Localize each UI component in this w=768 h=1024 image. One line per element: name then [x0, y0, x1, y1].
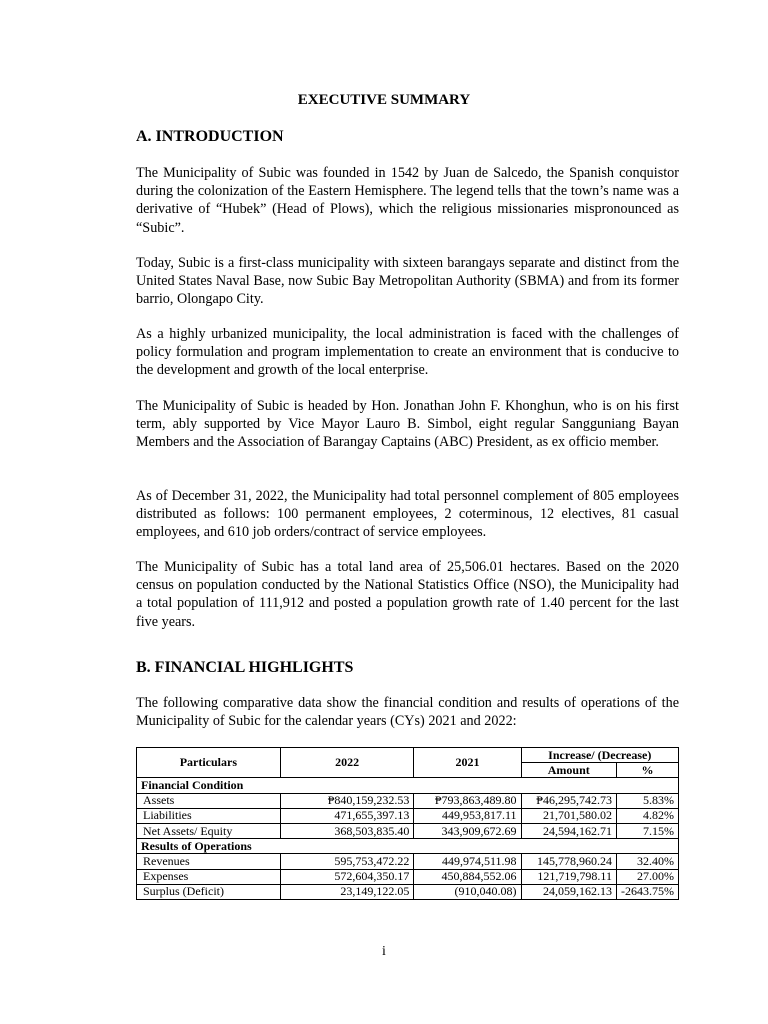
- change-amount: 24,059,162.13: [521, 884, 616, 899]
- paragraph-classification: Today, Subic is a first-class municipality with sixteen barangays separate and distinct from the United States Naval Base, now Subic Bay Metropolitan Authority (SBMA) and from its former barrio, Olongapo City.: [136, 255, 679, 308]
- value-2021: (910,040.08): [414, 884, 521, 899]
- change-amount: 145,778,960.24: [521, 854, 616, 869]
- paragraph-administration: As a highly urbanized municipality, the local administration is faced with the challenges of policy formulation and program implementation to create an environment that is conducive to the development and growth of the local enterprise.: [136, 326, 679, 379]
- page-title: EXECUTIVE SUMMARY: [297, 92, 471, 108]
- paragraph-land-population: The Municipality of Subic has a total land area of 25,506.01 hectares. Based on the 2020 census on population conducted by the National Statistics Office (NSO), the Municipality had a total population of 111,912 and posted a population growth rate of 1.40 percent for the last five years.: [136, 559, 679, 630]
- header-percent: %: [616, 763, 678, 778]
- row-label: Revenues: [137, 854, 281, 869]
- change-amount: ₱46,295,742.73: [521, 793, 616, 808]
- financial-highlights-table: [136, 747, 679, 900]
- row-label: Net Assets/ Equity: [137, 823, 281, 838]
- header-particulars: Particulars: [137, 748, 281, 778]
- section-heading-financial-highlights: B. FINANCIAL HIGHLIGHTS: [136, 659, 354, 676]
- table-row: [137, 884, 679, 899]
- table-row: [137, 854, 679, 869]
- change-percent: 5.83%: [616, 793, 678, 808]
- table-row: [137, 823, 679, 838]
- value-2022: 368,503,835.40: [280, 823, 414, 838]
- section-label-results-of-operations: Results of Operations: [137, 839, 679, 854]
- paragraph-history: The Municipality of Subic was founded in 1542 by Juan de Salcedo, the Spanish conquistor during the colonization of the Eastern Hemisphere. The legend tells that the town’s name was a derivative of “Hubek” (Head of Plows), which the religious missionaries mispronounced as “Subic”.: [136, 165, 679, 236]
- header-increase-decrease: Increase/ (Decrease): [521, 748, 678, 763]
- change-amount: 21,701,580.02: [521, 808, 616, 823]
- row-label: Liabilities: [137, 808, 281, 823]
- value-2021: 343,909,672.69: [414, 823, 521, 838]
- paragraph-table-intro: The following comparative data show the financial condition and results of operations of the Municipality of Subic for the calendar years (CYs) 2021 and 2022:: [136, 695, 679, 730]
- header-2021: 2021: [414, 748, 521, 778]
- value-2022: 471,655,397.13: [280, 808, 414, 823]
- paragraph-personnel: As of December 31, 2022, the Municipality had total personnel complement of 805 employees distributed as follows: 100 permanent employees, 2 coterminous, 12 electives, 81 casual employees, and 610 job orders/contract of service employees.: [136, 488, 679, 541]
- table-row: [137, 808, 679, 823]
- change-amount: 24,594,162.71: [521, 823, 616, 838]
- section-heading-introduction: A. INTRODUCTION: [136, 128, 284, 145]
- value-2022: 23,149,122.05: [280, 884, 414, 899]
- row-label: Assets: [137, 793, 281, 808]
- change-percent: 27.00%: [616, 869, 678, 884]
- value-2022: 595,753,472.22: [280, 854, 414, 869]
- section-label-financial-condition: Financial Condition: [137, 778, 679, 793]
- table-row: [137, 793, 679, 808]
- change-percent: -2643.75%: [616, 884, 678, 899]
- page-number: i: [382, 944, 386, 959]
- value-2021: 449,953,817.11: [414, 808, 521, 823]
- value-2021: 449,974,511.98: [414, 854, 521, 869]
- value-2022: ₱840,159,232.53: [280, 793, 414, 808]
- table-section-row: [137, 839, 679, 854]
- row-label: Expenses: [137, 869, 281, 884]
- change-amount: 121,719,798.11: [521, 869, 616, 884]
- table-row: [137, 869, 679, 884]
- row-label: Surplus (Deficit): [137, 884, 281, 899]
- value-2021: 450,884,552.06: [414, 869, 521, 884]
- value-2022: 572,604,350.17: [280, 869, 414, 884]
- header-amount: Amount: [521, 763, 616, 778]
- table-section-row: [137, 778, 679, 793]
- paragraph-leadership: The Municipality of Subic is headed by Hon. Jonathan John F. Khonghun, who is on his first term, ably supported by Vice Mayor Lauro B. Simbol, eight regular Sangguniang Bayan Members and the Association of Barangay Captains (ABC) President, as ex officio member.: [136, 398, 679, 451]
- value-2021: ₱793,863,489.80: [414, 793, 521, 808]
- header-2022: 2022: [280, 748, 414, 778]
- change-percent: 7.15%: [616, 823, 678, 838]
- change-percent: 4.82%: [616, 808, 678, 823]
- change-percent: 32.40%: [616, 854, 678, 869]
